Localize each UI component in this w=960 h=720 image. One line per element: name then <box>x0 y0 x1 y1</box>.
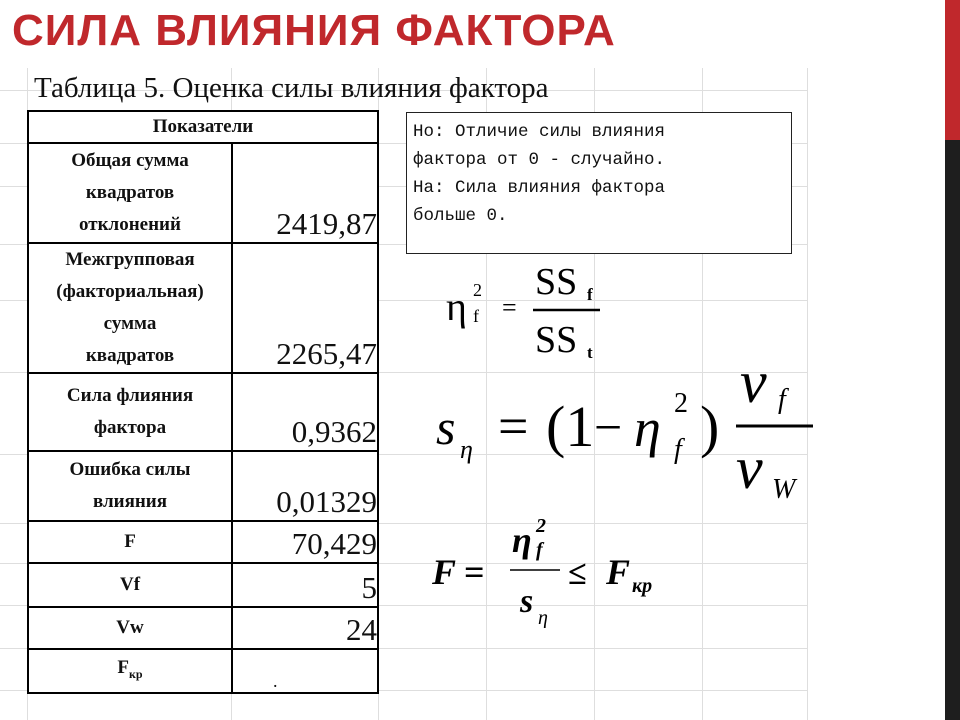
row-label: Сила флияния фактора <box>28 373 232 451</box>
assessment-table <box>27 110 379 694</box>
hypotheses-box <box>406 112 792 254</box>
svg-text:=: = <box>464 552 485 592</box>
svg-text:2: 2 <box>536 515 546 537</box>
hypothesis-line: фактора от 0 - случайно. <box>413 150 666 170</box>
svg-text:η: η <box>446 284 467 329</box>
row-value: 0,01329 <box>232 451 378 521</box>
table-row <box>28 607 378 649</box>
svg-text:=: = <box>498 396 529 456</box>
table-row <box>28 451 378 521</box>
row-label: Vf <box>28 563 232 607</box>
hypothesis-line: больше 0. <box>413 206 508 226</box>
svg-text:ν: ν <box>736 435 763 501</box>
row-label: $F_{кр}$ <box>28 649 232 693</box>
svg-text:SS: SS <box>535 319 578 361</box>
row-label: Общая сумма квадратов отклонений <box>28 143 232 243</box>
row-label: Ошибка силы влияния <box>28 451 232 521</box>
row-value: 0,9362 <box>232 373 378 451</box>
svg-text:f: f <box>778 384 786 415</box>
svg-text:(1: (1 <box>546 394 595 459</box>
row-value: 70,429 <box>232 521 378 563</box>
row-value: 24 <box>232 607 378 649</box>
svg-text:f: f <box>536 539 543 561</box>
table-row <box>28 373 378 451</box>
svg-text:s: s <box>436 399 456 455</box>
svg-text:η: η <box>538 607 548 628</box>
svg-text:2: 2 <box>674 388 688 419</box>
svg-text:−: − <box>594 399 623 455</box>
row-label: F <box>28 521 232 563</box>
row-value: 2419,87 <box>232 143 378 243</box>
table-row <box>28 521 378 563</box>
svg-text:SS: SS <box>535 261 578 303</box>
hypothesis-line: Но: Отличие силы влияния <box>413 122 666 142</box>
table-row <box>28 243 378 373</box>
svg-text:F: F <box>432 552 457 592</box>
table-row <box>28 649 378 693</box>
hypothesis-line: На: Сила влияния фактора <box>413 178 666 198</box>
formula-error <box>428 358 828 518</box>
formula-eta-squared <box>440 258 610 368</box>
svg-text:η: η <box>460 435 473 464</box>
side-bar-accent <box>945 0 960 140</box>
svg-text:2: 2 <box>473 280 482 300</box>
svg-text:η: η <box>512 520 532 560</box>
svg-text:t: t <box>587 343 593 362</box>
svg-text:=: = <box>502 293 517 322</box>
svg-text:W: W <box>772 474 796 505</box>
row-value: 5 <box>232 563 378 607</box>
svg-text:s: s <box>520 583 534 620</box>
svg-text:кр: кр <box>632 575 653 597</box>
svg-text:F: F <box>606 552 631 592</box>
row-label: Межгрупповая (факториальная) сумма квадратов <box>28 243 232 373</box>
svg-text:): ) <box>700 394 720 459</box>
slide-title: СИЛА ВЛИЯНИЯ ФАКТОРА <box>12 6 616 55</box>
row-label: Vw <box>28 607 232 649</box>
svg-text:f: f <box>674 434 682 465</box>
table-row <box>28 143 378 243</box>
table-caption: Таблица 5. Оценка силы влияния фактора <box>34 72 549 104</box>
formula-f-criterion <box>428 508 688 628</box>
svg-text:≤: ≤ <box>568 555 587 592</box>
table-header-row <box>28 111 378 143</box>
row-value: 2265,47 <box>232 243 378 373</box>
svg-text:f: f <box>473 306 479 326</box>
table-row <box>28 563 378 607</box>
svg-text:ν: ν <box>740 358 767 415</box>
table-header: Показатели <box>28 111 378 143</box>
svg-text:f: f <box>587 285 593 304</box>
svg-text:η: η <box>634 398 661 458</box>
row-value: . <box>232 649 378 693</box>
